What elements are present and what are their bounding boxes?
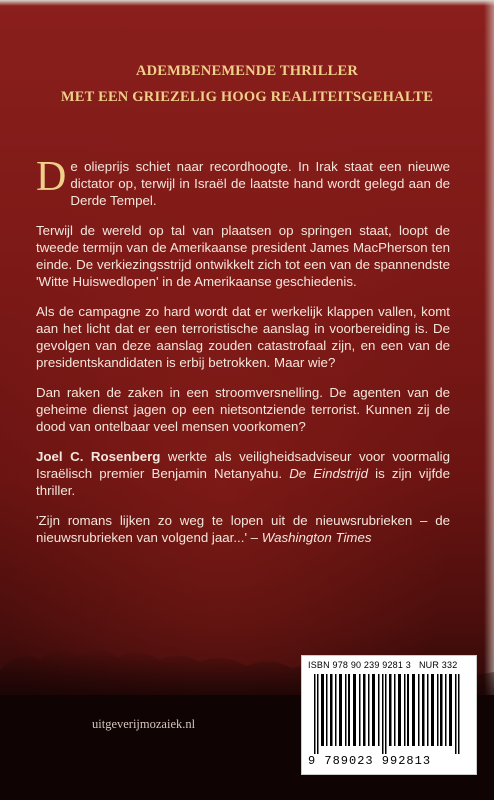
drop-cap: D [36,154,67,200]
isbn-barcode-box [301,655,477,775]
blurb-text [36,154,450,559]
quote-source: Washington Times [261,530,372,545]
author-book-title: De Eindstrijd [289,466,368,481]
paragraph-2: Terwijl de wereld op tal van plaatsen op springen staat, loopt de tweede termijn van de Amerikaanse president James MacPherson ten einde. De verkiezingsstrijd ontwikkelt zich tot een van de spannendste 'Witte Huiswedlopen' in de Amerikaanse geschiedenis. [36,223,450,289]
paragraph-1-text: e olieprijs schiet naar recordhoogte. In Irak staat een nieuwe dictator op, terwijl in Israël de laatste hand wordt gelegd aan de Derde Tempel. [70,159,450,208]
isbn-number: ISBN 978 90 239 9281 3 [308,660,411,670]
author-name: Joel C. Rosenberg [36,449,161,464]
nur-code: NUR 332 [418,660,458,670]
author-tail: is zijn vijfde thriller. [36,466,450,498]
paragraph-4: Dan raken de zaken in een stroomversnelling. De agenten van de geheime dienst jagen op een nietsontziende terrorist. Kunnen zij de dood van ontelbaar veel mensen voorkomen? [36,385,450,434]
author-text: werkte als veiligheidsadviseur voor voormalig Israëlisch premier Benjamin Netanyahu. [36,449,450,481]
headline-line-1: ADEMBENEMENDE THRILLER [135,63,359,79]
paragraph-1 [36,154,450,209]
headline-line-2: MET EEN GRIEZELIG HOOG REALITEITSGEHALTE [60,89,434,105]
quote-text: 'Zijn romans lijken zo weg te lopen uit de nieuwsrubrieken – de nieuwsrubrieken van volgend jaar...' – [36,513,450,545]
cover-top-edge [0,0,494,6]
paragraph-3: Als de campagne zo hard wordt dat er werkelijk klappen vallen, komt aan het licht dat er een terroristische aanslag in voorbereiding is. De gevolgen van deze aanslag zouden catastrofaal zijn, en een van de presidentskandidaten is erbij betrokken. Maar wie? [36,304,450,370]
author-paragraph [36,448,450,499]
isbn-line [308,660,472,670]
headline [0,58,494,110]
review-quote [36,512,450,546]
barcode-bars [312,674,466,754]
publisher-url[interactable]: uitgeverijmozaiek.nl [92,717,196,731]
barcode-digits: 9 789023 992813 [308,754,432,768]
